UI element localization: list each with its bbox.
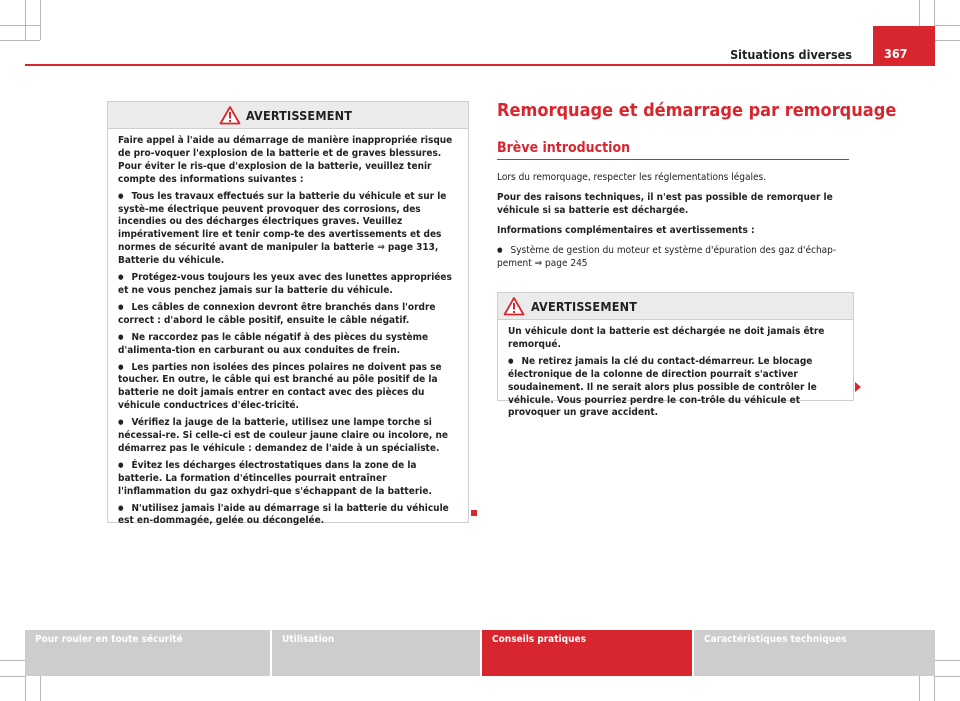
crop-mark: [25, 676, 26, 701]
crop-mark: [935, 25, 960, 26]
header-rule: [25, 64, 935, 66]
crop-mark: [934, 676, 935, 701]
footer-tab-label: Pour rouler en toute sécurité: [35, 634, 183, 645]
crop-mark: [0, 676, 25, 677]
footer-tab-operation[interactable]: [272, 630, 480, 676]
body-bullet: ● Système de gestion du moteur et système d'épuration des gaz d'échap-pement ⇒ page 245: [497, 245, 852, 271]
crop-mark: [919, 676, 920, 701]
crop-mark: [919, 0, 920, 26]
body-paragraph: Lors du remorquage, respecter les réglementations légales.: [497, 172, 767, 183]
header-section-title: Situations diverses: [730, 47, 852, 62]
body-paragraph-bold: Informations complémentaires et avertissements :: [497, 224, 755, 236]
crop-mark: [0, 40, 40, 41]
warning-title: AVERTISSEMENT: [531, 299, 638, 314]
warning-title: AVERTISSEMENT: [246, 108, 353, 123]
warning-bullet: ● Ne raccordez pas le câble négatif à des pièces du système d'alimenta-tion en carburant ou aux conduites de frein.: [118, 332, 460, 358]
warning-bullet: ● Évitez les décharges électrostatiques dans la zone de la batterie. La formation d'étincelles pourrait entraîner l'inflammation du gaz oxhydri-que s'échappant de la batterie.: [118, 460, 460, 499]
warning-bullet: ● Ne retirez jamais la clé du contact-démarreur. Le blocage électronique de la colonne de direction pourrait s'activer soudainement. Il ne serait alors plus possible de contrôler le véhicule. Vous pourriez perdre le con-trôle du véhicule et provoquer un grave accident.: [508, 356, 845, 421]
warning-bullet: ● Tous les travaux effectués sur la batterie du véhicule et sur le systè-me électrique peuvent provoquer des corrosions, des incendies ou des décharges électriques graves. Veuillez impérativement lire et tenir comp-te des avertissements et des normes de sécurité avant de manipuler la batterie ⇒ page 313, Batterie du véhicule.: [118, 191, 460, 268]
footer-tab-safety[interactable]: [25, 630, 270, 676]
section-body: [497, 172, 852, 277]
crop-mark: [934, 0, 935, 26]
warning-body: [508, 326, 845, 424]
body-paragraph-bold: Pour des raisons techniques, il n'est pas possible de remorquer le véhicule si sa batterie est déchargée.: [497, 191, 833, 216]
warning-header: [498, 293, 853, 320]
footer-tab-label: Utilisation: [282, 634, 335, 645]
footer-tab-practical-tips[interactable]: [482, 630, 692, 676]
continue-arrow-icon: [855, 382, 861, 392]
footer-tab-label: Caractéristiques techniques: [704, 634, 847, 645]
warning-bullet: ● Protégez-vous toujours les yeux avec des lunettes appropriées et ne vous penchez jamais sur la batterie du véhicule.: [118, 272, 460, 298]
footer-tab-technical-data[interactable]: [694, 630, 935, 676]
crop-mark: [935, 660, 960, 661]
crop-mark: [935, 676, 960, 677]
warning-intro: Un véhicule dont la batterie est déchargée ne doit jamais être remorqué.: [508, 326, 825, 350]
warning-bullet: ● N'utilisez jamais l'aide au démarrage si la batterie du véhicule est en-dommagée, gelée ou décongelée.: [118, 503, 460, 529]
warning-header: [108, 102, 468, 129]
warning-box-battery: [107, 101, 469, 527]
warning-intro: Faire appel à l'aide au démarrage de manière inappropriée risque de pro-voquer l'explosion de la batterie et de graves blessures. Pour éviter le ris-que d'explosion de la batterie, veuillez tenir compte des informations suivantes :: [118, 135, 453, 185]
subsection-title: Brève introduction: [497, 140, 631, 156]
warning-bullet: ● Les parties non isolées des pinces polaires ne doivent pas se toucher. En outre, le câble qui est branché au pôle positif de la batterie ne doit jamais entrer en contact avec des pièces du véhicule conductrices d'élec-tricité.: [118, 362, 460, 414]
warning-box-towing: [497, 292, 854, 419]
crop-mark: [40, 676, 41, 701]
warning-triangle-icon: [219, 105, 241, 125]
warning-body: [118, 135, 460, 532]
section-end-mark: [471, 510, 477, 516]
crop-mark: [0, 660, 25, 661]
crop-mark: [25, 0, 26, 40]
crop-mark: [0, 25, 40, 26]
section-title: Remorquage et démarrage par remorquage: [497, 100, 897, 121]
footer-tab-label: Conseils pratiques: [492, 634, 586, 645]
subsection-rule: [497, 159, 849, 160]
crop-mark: [935, 40, 960, 41]
warning-bullet: ● Vérifiez la jauge de la batterie, utilisez une lampe torche si nécessai-re. Si celle-ci est de couleur jaune claire ou incolore, ne démarrez pas le véhicule : demandez de l'aide à un spécialiste.: [118, 417, 460, 456]
warning-bullet: ● Les câbles de connexion devront être branchés dans l'ordre correct : d'abord le câble positif, ensuite le câble négatif.: [118, 302, 460, 328]
warning-triangle-icon: [503, 296, 525, 316]
crop-mark: [40, 0, 41, 40]
page-number: 367: [884, 46, 908, 61]
